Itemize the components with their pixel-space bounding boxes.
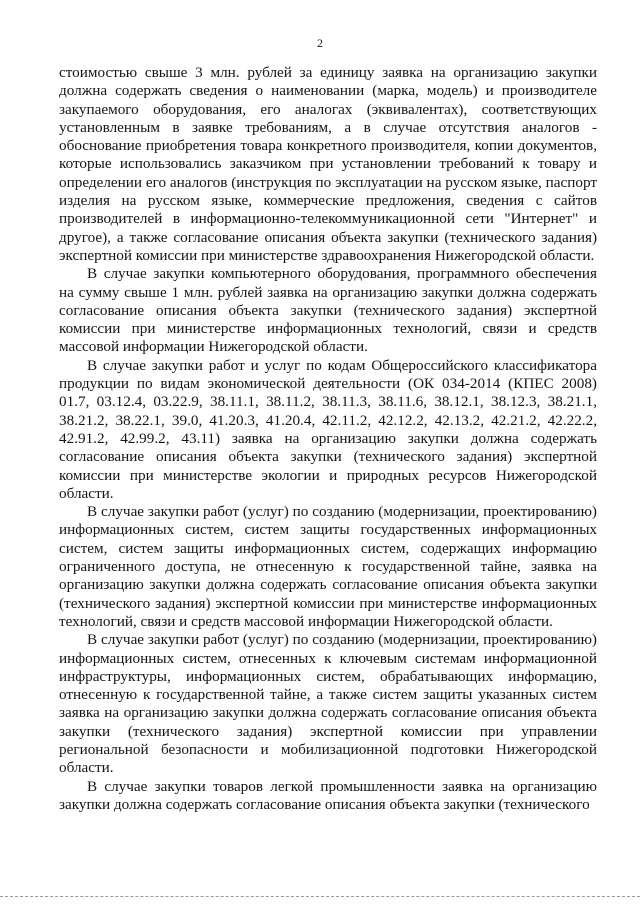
- paragraph-information-systems: В случае закупки работ (услуг) по созданию (модернизации, проектированию) информационных систем, систем защиты государственных информационных систем, систем защиты информационных систем, содержащих информацию ограниченного доступа, не отнесенную к государственной тайне, заявка на организацию закупки должна содержать согласование описания объекта закупки (технического задания) экспертной комиссии при министерстве информационных технологий, связи и средств массовой информации Нижегородской области.: [59, 503, 597, 630]
- paragraph-computer-equipment: В случае закупки компьютерного оборудования, программного обеспечения на сумму свыше 1 млн. рублей заявка на организацию закупки должна содержать согласование описания объекта закупки (технического задания) экспертной комиссии при министерстве информационных технологий, связи и средств массовой информации Нижегородской области.: [59, 265, 597, 356]
- paragraph-light-industry: В случае закупки товаров легкой промышленности заявка на организацию закупки должна содержать согласование описания объекта закупки (технического: [59, 777, 597, 813]
- document-body: [59, 64, 597, 814]
- paragraph-key-infrastructure: В случае закупки работ (услуг) по созданию (модернизации, проектированию) информационных систем, отнесенных к ключевым системам информационной инфраструктуры, информационных систем, обрабатывающих информацию, отнесенную к государственной тайне, а также систем защиты указанных систем заявка на организацию закупки должна содержать согласование описания объекта закупки (технического задания) экспертной комиссии при управлении региональной безопасности и мобилизационной подготовки Нижегородской области.: [59, 631, 597, 777]
- scan-edge-line: [0, 896, 640, 897]
- paragraph-continuation: стоимостью свыше 3 млн. рублей за единицу заявка на организацию закупки должна содержать сведения о наименовании (марка, модель) и производителе закупаемого оборудования, его аналогах (эквивалентах), соответствующих установленным в заявке требованиям, а в случае отсутствия аналогов - обоснование приобретения товара конкретного производителя, копии документов, которые использовались заказчиком при установлении требований к товару и определении его аналогов (инструкция по эксплуатации на русском языке, паспорт изделия на русском языке, коммерческие предложения, сведения с сайтов производителей в информационно-телекоммуникационной сети "Интернет" и другое), а также согласование описания объекта закупки (технического задания) экспертной комиссии при министерстве здравоохранения Нижегородской области.: [59, 64, 597, 264]
- page-number: 2: [317, 36, 323, 50]
- paragraph-okpd-codes: В случае закупки работ и услуг по кодам Общероссийского классификатора продукции по видам экономической деятельности (ОК 034-2014 (КПЕС 2008) 01.7, 03.12.4, 03.22.9, 38.11.1, 38.11.2, 38.11.3, 38.11.6, 38.12.1, 38.12.3, 38.21.1, 38.21.2, 38.22.1, 39.0, 41.20.3, 41.20.4, 42.11.2, 42.12.2, 42.13.2, 42.21.2, 42.22.2, 42.91.2, 42.99.2, 43.11) заявка на организацию закупки должна содержать согласование описания объекта закупки (технического задания) экспертной комиссии при министерстве экологии и природных ресурсов Нижегородской области.: [59, 356, 597, 502]
